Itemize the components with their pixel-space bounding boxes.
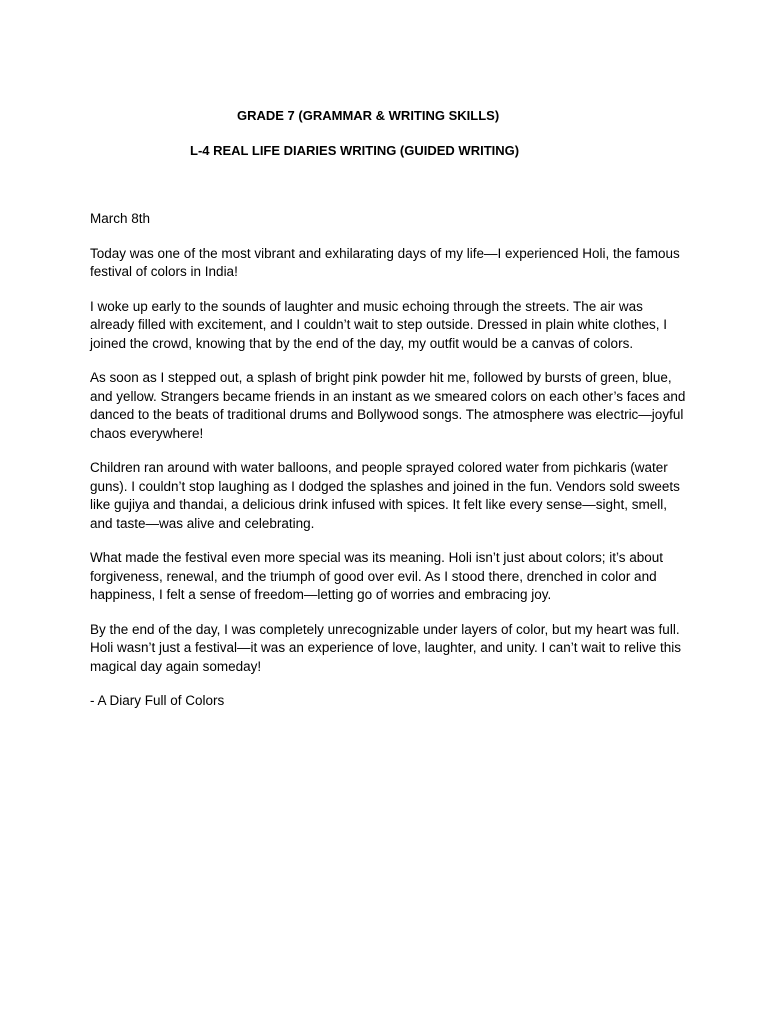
document-title: GRADE 7 (GRAMMAR & WRITING SKILLS): [237, 108, 500, 123]
diary-paragraph-3: As soon as I stepped out, a splash of bright pink powder hit me, followed by bursts of green, blue, and yellow. Strangers became friends in an instant as we smeared colors on each other’s faces and danced to the beats of traditional drums and Bollywood songs. The atmosphere was electric—joyful chaos everywhere!: [90, 370, 686, 441]
diary-signature: - A Diary Full of Colors: [90, 693, 225, 708]
diary-date: March 8th: [90, 211, 151, 226]
diary-entry: [90, 210, 690, 727]
diary-paragraph-2: I woke up early to the sounds of laughter and music echoing through the streets. The air was already filled with excitement, and I couldn’t wait to step outside. Dressed in plain white clothes, I joined the crowd, knowing that by the end of the day, my outfit would be a canvas of colors.: [90, 298, 668, 351]
diary-paragraph-6: By the end of the day, I was completely unrecognizable under layers of color, but my heart was full. Holi wasn’t just a festival—it was an experience of love, laughter, and unity. I can’t wait to relive this magical day again someday!: [90, 621, 682, 674]
diary-paragraph-5: What made the festival even more special was its meaning. Holi isn’t just about colors; it’s about forgiveness, renewal, and the triumph of good over evil. As I stood there, drenched in color and happiness, I felt a sense of freedom—letting go of worries and embracing joy.: [90, 550, 664, 602]
diary-paragraph-4: Children ran around with water balloons, and people sprayed colored water from pichkaris (water guns). I couldn’t stop laughing as I dodged the splashes and joined in the fun. Vendors sold sweets like gujiya and thandai, a delicious drink infused with spices. It felt like every sense—sight, smell, and taste—was alive and celebrating.: [90, 460, 680, 531]
diary-paragraph-1: Today was one of the most vibrant and exhilarating days of my life—I experienced Holi, the famous festival of colors in India!: [90, 245, 680, 279]
document-subtitle: L-4 REAL LIFE DIARIES WRITING (GUIDED WRITING): [190, 143, 520, 158]
